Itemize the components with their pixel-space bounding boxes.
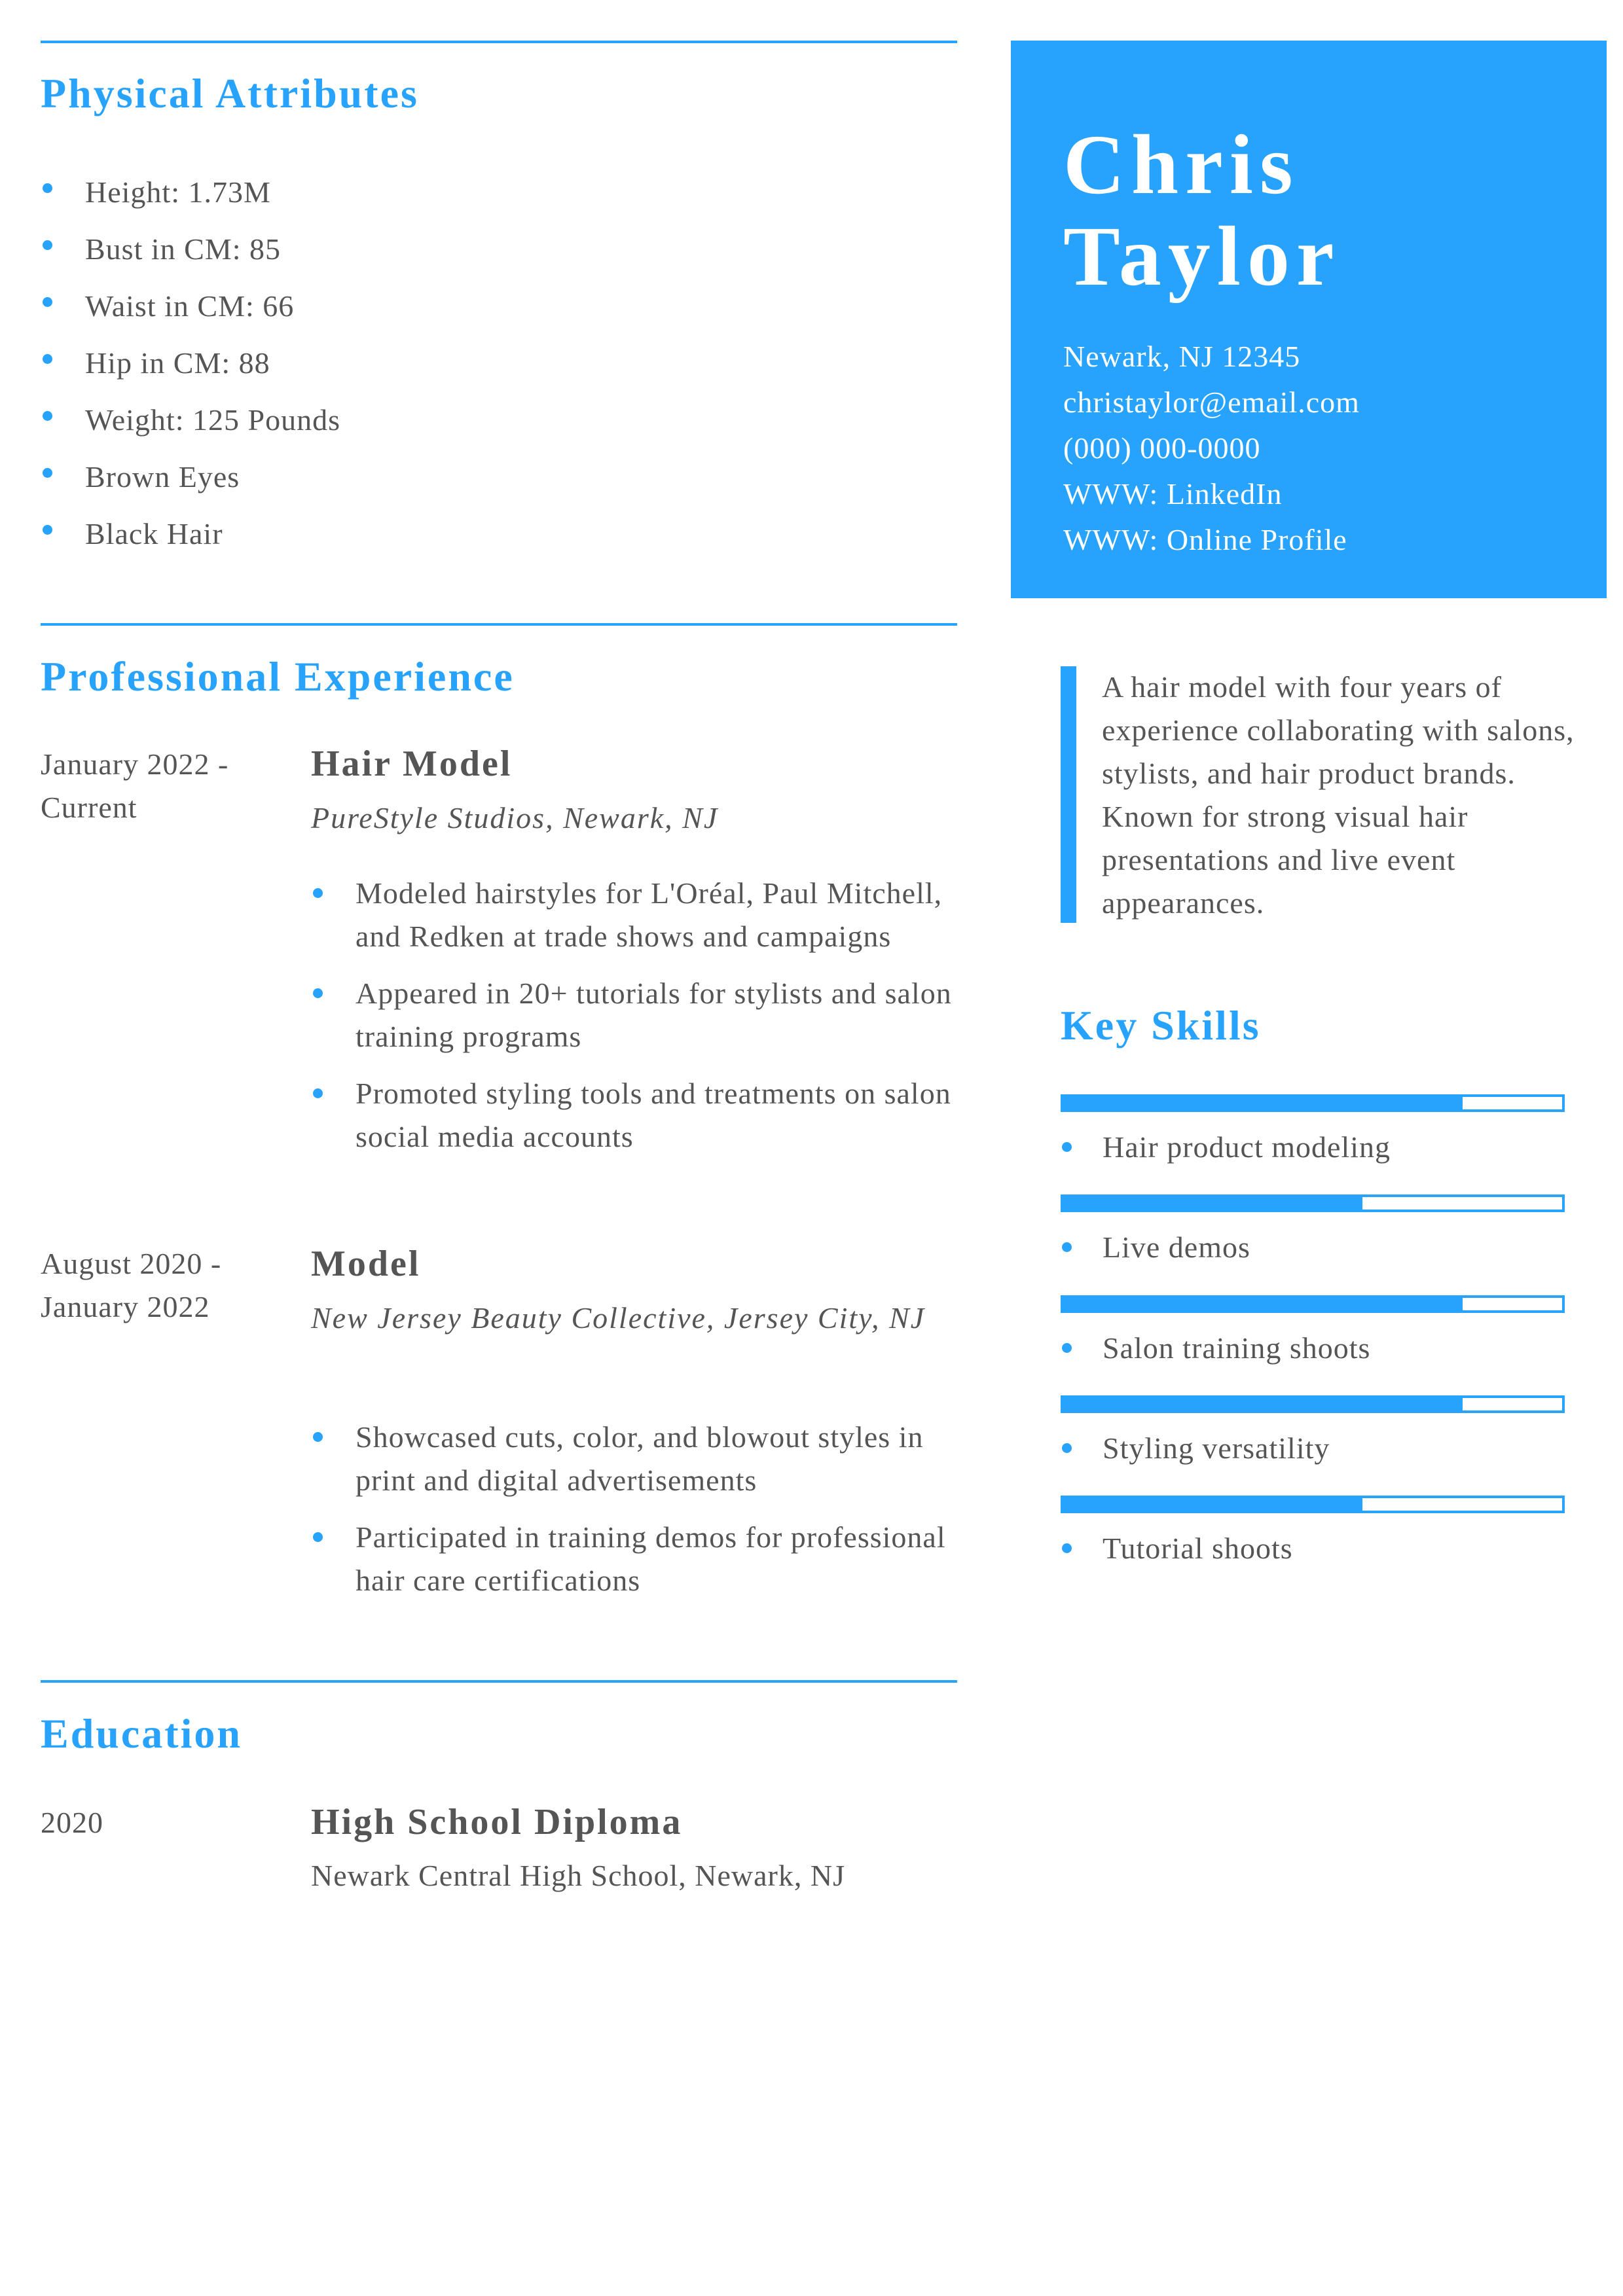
section-divider	[41, 1680, 957, 1683]
email-link[interactable]: christaylor@email.com	[1063, 386, 1360, 419]
job-company: PureStyle Studios, Newark, NJ	[311, 801, 719, 834]
job-title: Hair Model	[311, 744, 513, 784]
job-title: Model	[311, 1244, 421, 1284]
education-school: Newark Central High School, Newark, NJ	[311, 1859, 845, 1892]
linkedin-link[interactable]: WWW: LinkedIn	[1063, 477, 1283, 511]
last-name: Taylor	[1063, 209, 1341, 304]
candidate-name	[1063, 119, 1587, 302]
skill-level-fill	[1063, 1097, 1463, 1109]
skill-level-fill	[1063, 1398, 1463, 1410]
job-date: January 2022 - Current	[41, 747, 229, 824]
physical-attributes-heading: Physical Attributes	[41, 70, 419, 117]
attribute-item: Bust in CM: 85	[41, 221, 944, 278]
job-company: New Jersey Beauty Collective, Jersey City, NJ	[311, 1301, 926, 1335]
job-bullets	[311, 1416, 959, 1616]
attribute-item: Black Hair	[41, 505, 944, 562]
skill-item: Live demos	[1061, 1228, 1591, 1267]
experience-heading: Professional Experience	[41, 653, 515, 700]
skill-level-bar	[1061, 1094, 1565, 1112]
skill-item: Salon training shoots	[1061, 1329, 1591, 1368]
job-bullet: Promoted styling tools and treatments on salon social media accounts	[311, 1072, 959, 1158]
attribute-item: Waist in CM: 66	[41, 278, 944, 334]
key-skills-heading: Key Skills	[1061, 1002, 1261, 1049]
education-degree: High School Diploma	[311, 1802, 683, 1842]
attribute-item: Height: 1.73M	[41, 164, 944, 221]
name-contact-header	[1011, 41, 1607, 598]
skill-level-bar	[1061, 1295, 1565, 1313]
first-name: Chris	[1063, 118, 1300, 212]
summary-accent-bar	[1061, 666, 1076, 923]
job-bullets	[311, 872, 959, 1172]
education-date: 2020	[41, 1806, 103, 1839]
skill-level-fill	[1063, 1498, 1362, 1511]
skill-item: Styling versatility	[1061, 1429, 1591, 1468]
skill-level-bar	[1061, 1496, 1565, 1513]
contact-info	[1063, 334, 1600, 563]
physical-attributes-list	[41, 164, 944, 562]
job-bullet: Showcased cuts, color, and blowout styles in print and digital advertisements	[311, 1416, 959, 1502]
job-bullet: Modeled hairstyles for L'Oréal, Paul Mitchell, and Redken at trade shows and campaigns	[311, 872, 959, 958]
section-divider	[41, 41, 957, 43]
job-bullet: Appeared in 20+ tutorials for stylists and salon training programs	[311, 972, 959, 1058]
skill-level-fill	[1063, 1197, 1362, 1210]
job-date: August 2020 - January 2022	[41, 1247, 222, 1323]
skill-level-fill	[1063, 1298, 1463, 1310]
skill-item: Tutorial shoots	[1061, 1529, 1591, 1568]
online-profile-link[interactable]: WWW: Online Profile	[1063, 523, 1347, 556]
professional-summary: A hair model with four years of experience collaborating with salons, stylists, and hair product brands. Known for strong visual hair presentations and live event appearances.	[1102, 670, 1575, 920]
job-bullet: Participated in training demos for professional hair care certifications	[311, 1516, 959, 1602]
section-divider	[41, 623, 957, 626]
attribute-item: Weight: 125 Pounds	[41, 391, 944, 448]
skill-level-bar	[1061, 1395, 1565, 1413]
skill-item: Hair product modeling	[1061, 1128, 1591, 1167]
attribute-item: Hip in CM: 88	[41, 334, 944, 391]
education-heading: Education	[41, 1710, 242, 1757]
attribute-item: Brown Eyes	[41, 448, 944, 505]
skill-level-bar	[1061, 1194, 1565, 1212]
phone: (000) 000-0000	[1063, 431, 1261, 465]
address: Newark, NJ 12345	[1063, 340, 1301, 373]
